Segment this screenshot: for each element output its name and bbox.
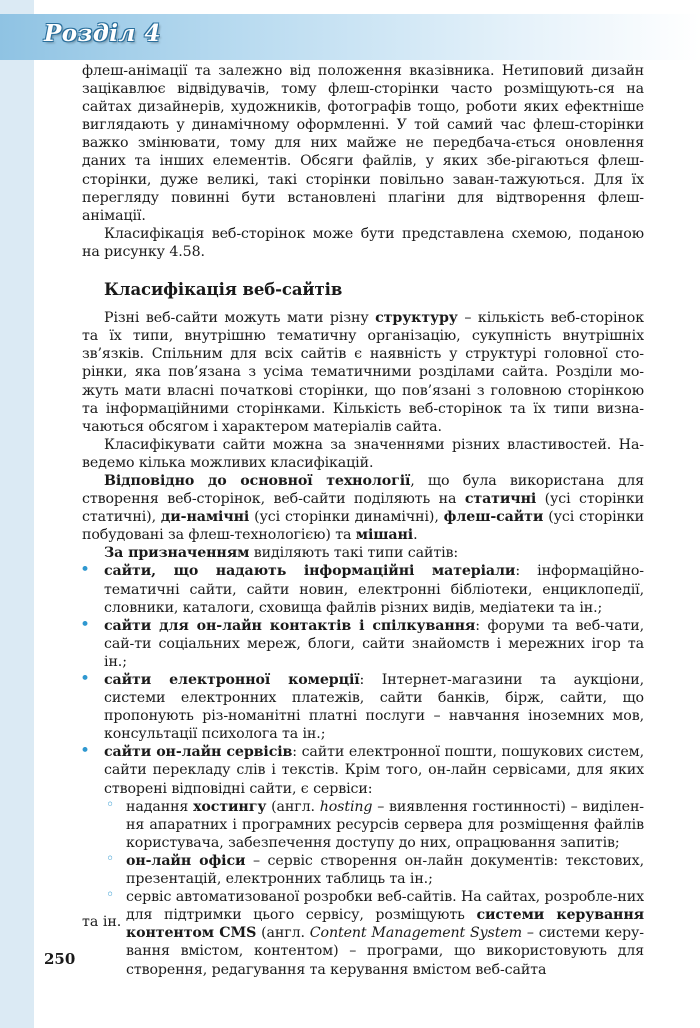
list-item: • сайти он-лайн сервісів: сайти електронної пошти, пошукових систем, сайти перекладу слів і текстів. Крім того, он-лайн сервісами, для яких створені відповідні сайти, є сервіси: ◦ надання хостингу (англ. hosting – виявлення гостинності) – виділен-ня апаратних і програмних ресурсів сервера для розміщення файлів користувача, забезпечення доступу до них, опрацювання запитів; ◦ он-лайн офіси – сервіс створення он-лайн документів: текстових, презентацій, електронних таблиць та ін.; ◦ сервіс автоматизованої розробки веб-сайтів. На сайтах, розробле-них для підтримки цього сервісу, розміщують системи керування контентом CMS (англ. Content Management System – системи керу-вання вмістом, контентом) – програми, що використовують для створення, редагування та керування вмістом веб-сайта — [82, 743, 644, 978]
page-number: 250 — [44, 950, 76, 968]
section-heading: Класифікація веб-сайтів — [104, 280, 343, 300]
list-item: • сайти електронної комерції: Інтернет-магазини та аукціони, системи електронних платежів, сайти банків, бірж, сайти, що пропонують різ-номанітні платні послуги – навчання іноземних мов, консультації психолога та ін.; — [82, 671, 644, 743]
chapter-header-band — [0, 14, 700, 60]
paragraph: флеш-анімації та залежно від положення вказівника. Нетиповий дизайн зацікавлює відвідувачів, тому флеш-сторінки часто розміщують-ся на сайтах дизайнерів, художників, фотографів тощо, роботи яких ефектніше виглядають у динамічному оформленні. У той самий час флеш-сторінки важко змінювати, тому для них майже не передбача-ється оновлення даних та інших елементів. Обсяги файлів, у яких збе-рігаються флеш-сторінки, дуже великі, такі сторінки повільно заван-тажуються. Для їх перегляду повинні бути встановлені плагіни для відтворення флеш-анімації. — [82, 63, 644, 224]
paragraph: Різні веб-сайти можуть мати різну структуру – кількість веб-сторінок та їх типи, внутрішню тематичну організацію, сукупність внутрішніх зв’язків. Спільним для всіх сайтів є наявність у структурі головної сто-рінки, яка пов’язана з усіма тематичними розділами сайта. Розділи мо-жуть мати власні початкові сторінки, що пов’язані з головною сторінкою та інформаційними сторінками. Кількість веб-сторінок та їх типи визна-чаються обсягом і характером матеріалів сайта. — [82, 310, 644, 435]
list-item: • сайти для он-лайн контактів і спілкування: форуми та веб-чати, сай-ти соціальних мереж, блоги, сайти знайомств і мережних ігор та ін.; — [82, 617, 644, 671]
paragraph: За призначенням виділяють такі типи сайтів: — [104, 545, 459, 562]
paragraph: Класифікація веб-сторінок може бути представлена схемою, поданою на рисунку 4.58. — [82, 225, 644, 260]
paragraph: Відповідно до основної технології, що була використана для створення веб-сторінок, веб-сайти поділяють на статичні (усі сторінки статичні), ди-намічні (усі сторінки динамічні), флеш-сайти (усі сторінки побудовані за флеш-технологією) та мішані. — [82, 472, 645, 544]
services-sublist — [104, 798, 644, 979]
left-margin-strip — [0, 0, 34, 1028]
list-item: • сайти, що надають інформаційні матеріали: інформаційно-тематичні сайти, сайти новин, електронні бібліотеки, енциклопедії, словники, каталоги, сховища файлів різних видів, медіатеки та ін.; — [82, 562, 644, 616]
sublist-item: ◦ сервіс автоматизованої розробки веб-сайтів. На сайтах, розробле-них для підтримки цього сервісу, розміщують системи керування контентом CMS (англ. Content Management System – системи керу-вання вмістом, контентом) – програми, що використовують для створення, редагування та керування вмістом веб-сайта — [104, 888, 644, 978]
sublist-item: ◦ он-лайн офіси – сервіс створення он-лайн документів: текстових, презентацій, електронних таблиць та ін.; — [104, 852, 644, 888]
sublist-item: ◦ надання хостингу (англ. hosting – виявлення гостинності) – виділен-ня апаратних і програмних ресурсів сервера для розміщення файлів користувача, забезпечення доступу до них, опрацювання запитів; — [104, 798, 644, 852]
page-content — [82, 62, 644, 979]
closing-text: та ін. — [82, 914, 122, 930]
site-types-list — [82, 562, 644, 978]
paragraph: Класифікувати сайти можна за значеннями різних властивостей. На-ведемо кілька можливих класифікацій. — [82, 436, 644, 471]
chapter-title: Розділ 4 — [44, 20, 161, 47]
